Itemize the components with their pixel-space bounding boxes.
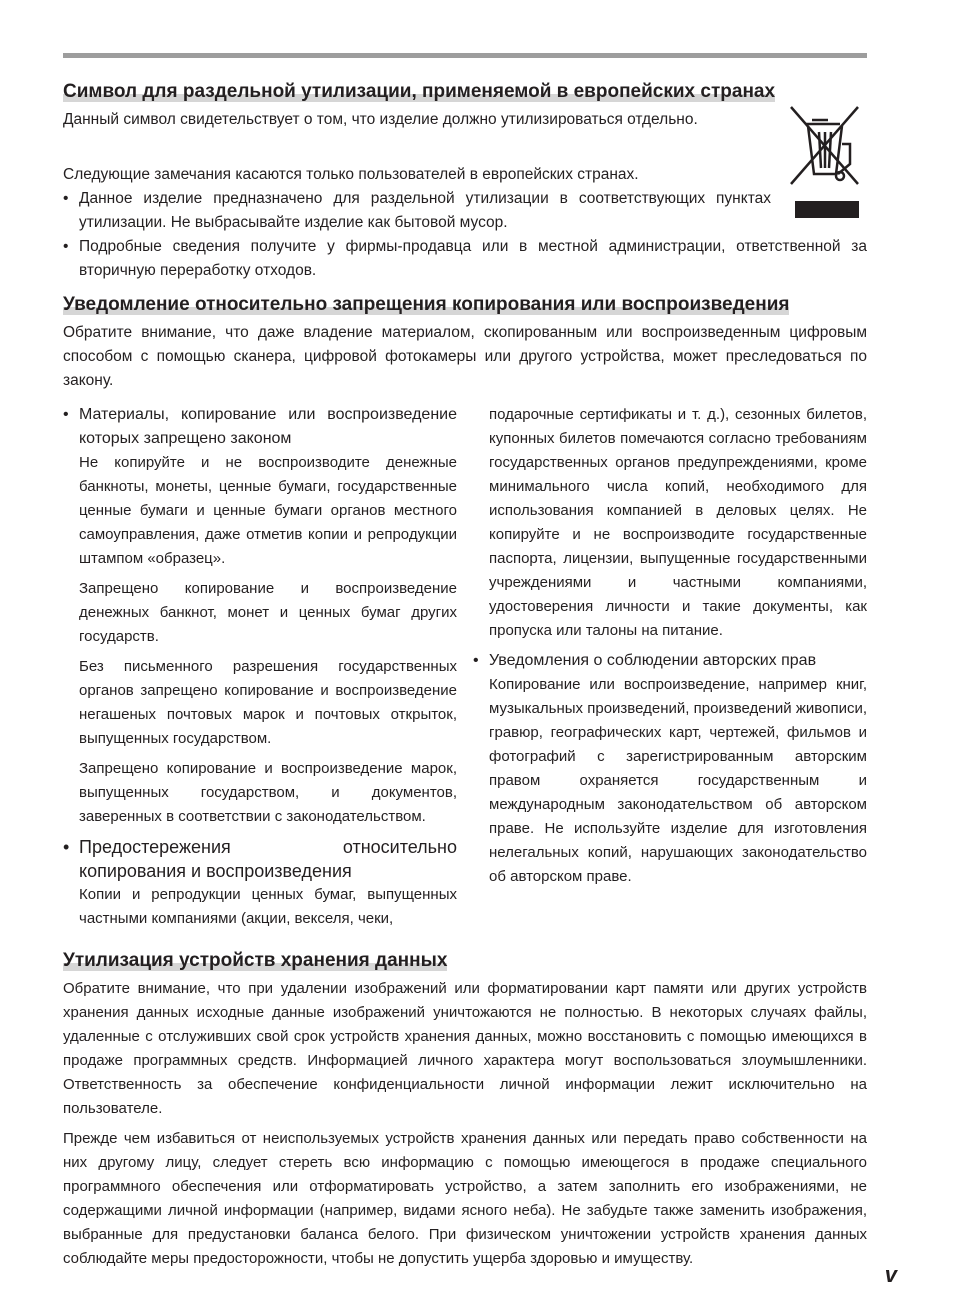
top-rule xyxy=(63,53,867,58)
paragraph: Запрещено копирование и воспроизведение денежных банкнот, монет и ценных бумаг других государств. xyxy=(79,580,457,645)
page-number: v xyxy=(884,1262,897,1287)
bullet-item: • Данное изделие предназначено для раздельной утилизации в соответствующих пунктах утилизации. Не выбрасывайте изделие как бытовой мусор. xyxy=(63,187,771,235)
paragraph: Запрещено копирование и воспроизведение марок, выпущенных государством, и документов, заверенных в соответствии с законодательством. xyxy=(79,760,457,825)
section1-intro: Данный символ свидетельствует о том, что изделие должно утилизироваться отдельно. xyxy=(63,111,698,128)
section3-paragraph-1: Обратите внимание, что при удалении изображений или форматировании карт памяти или других устройств хранения данных исходные данные изображений уничтожаются не полностью. В некоторых случаях файлы, удаленные с отслуживших свой срок устройств хранения данных, можно восстановить с помощью имеющихся в продаже программных средств. Информацией личного характера могут воспользоваться злоумышленники. Ответственность за обеспечение конфиденциальности личной информации лежит исключительно на пользователе. xyxy=(63,980,867,1117)
paragraph: Не копируйте и не воспроизводите денежные банкноты, монеты, ценные бумаги, государственные ценные бумаги и ценные бумаги органов местного самоуправления, даже отметив копии и репродукции штампом «образец». xyxy=(79,454,457,567)
section-heading-copy-notice: Уведомление относительно запрещения копирования или воспроизведения xyxy=(63,294,790,315)
subheading-line: Предостережения относительно xyxy=(79,837,457,857)
section3-paragraph-2: Прежде чем избавиться от неиспользуемых устройств хранения данных или передать право собственности на них другому лицу, следует стереть всю информацию с помощью имеющегося в продаже специального программного обеспечения или отформатировать устройство, а затем заполнить его изображениями, не содержащими личной информации (например, видами ясного неба). Не забудьте также заменить изображения, выбранные для предустановки баланса белого. При физическом уничтожении устройств хранения данных соблюдайте меры предосторожности, чтобы не допустить ущерба здоровью и имуществу. xyxy=(63,1130,867,1267)
crossed-out-wheelie-bin-icon xyxy=(788,104,863,220)
right-column xyxy=(473,403,867,895)
section1-bullets xyxy=(63,187,867,283)
paragraph: Копии и репродукции ценных бумаг, выпущенных частными компаниями (акции, векселя, чеки, xyxy=(79,886,457,927)
paragraph: Копирование или воспроизведение, например книг, музыкальных произведений, произведений живописи, гравюр, географических карт, чертежей, фильмов и фотографий с зарегистрированным авторским правом охраняется государственным и международным законодательством об авторском праве. Не используйте изделие для изготовления нелегальных копий, нарушающих законодательство об авторском праве. xyxy=(489,676,867,885)
bullet-item: • Подробные сведения получите у фирмы-продавца или в местной администрации, ответственной за вторичную переработку отходов. xyxy=(63,235,867,283)
section-heading-storage-disposal: Утилизация устройств хранения данных xyxy=(63,950,448,971)
subheading-prohibited-materials: • Материалы, копирование или воспроизведение которых запрещено законом xyxy=(63,403,457,451)
section2-intro: Обратите внимание, что даже владение материалом, скопированным или воспроизведенным цифровым способом с помощью сканера, цифровой фотокамеры или другого устройства, может преследоваться по закону. xyxy=(63,324,867,389)
subheading-line: копирования и воспроизведения xyxy=(79,861,352,881)
paragraph: Без письменного разрешения государственных органов запрещено копирование и воспроизведение негашеных почтовых марок и почтовых открыток, выпущенных государством. xyxy=(79,658,457,747)
subheading-copyright: • Уведомления о соблюдении авторских прав xyxy=(473,649,867,673)
section-heading-disposal-symbol: Символ для раздельной утилизации, применяемой в европейских странах xyxy=(63,81,776,102)
paragraph: подарочные сертификаты и т. д.), сезонных билетов, купонных билетов помечаются согласно требованиям государственных органов предупреждениями, кроме минимального числа копий, необходимого для использования компанией в деловых целях. Не копируйте и не воспроизводите государственные паспорта, лицензии, выпущенные государственными учреждениями и частными компаниями, удостоверения личности и такие документы, как пропуска или талоны на питание. xyxy=(489,406,867,639)
section1-note: Следующие замечания касаются только пользователей в европейских странах. xyxy=(63,166,639,183)
left-column xyxy=(63,403,457,937)
subheading-copy-warnings xyxy=(63,835,457,883)
